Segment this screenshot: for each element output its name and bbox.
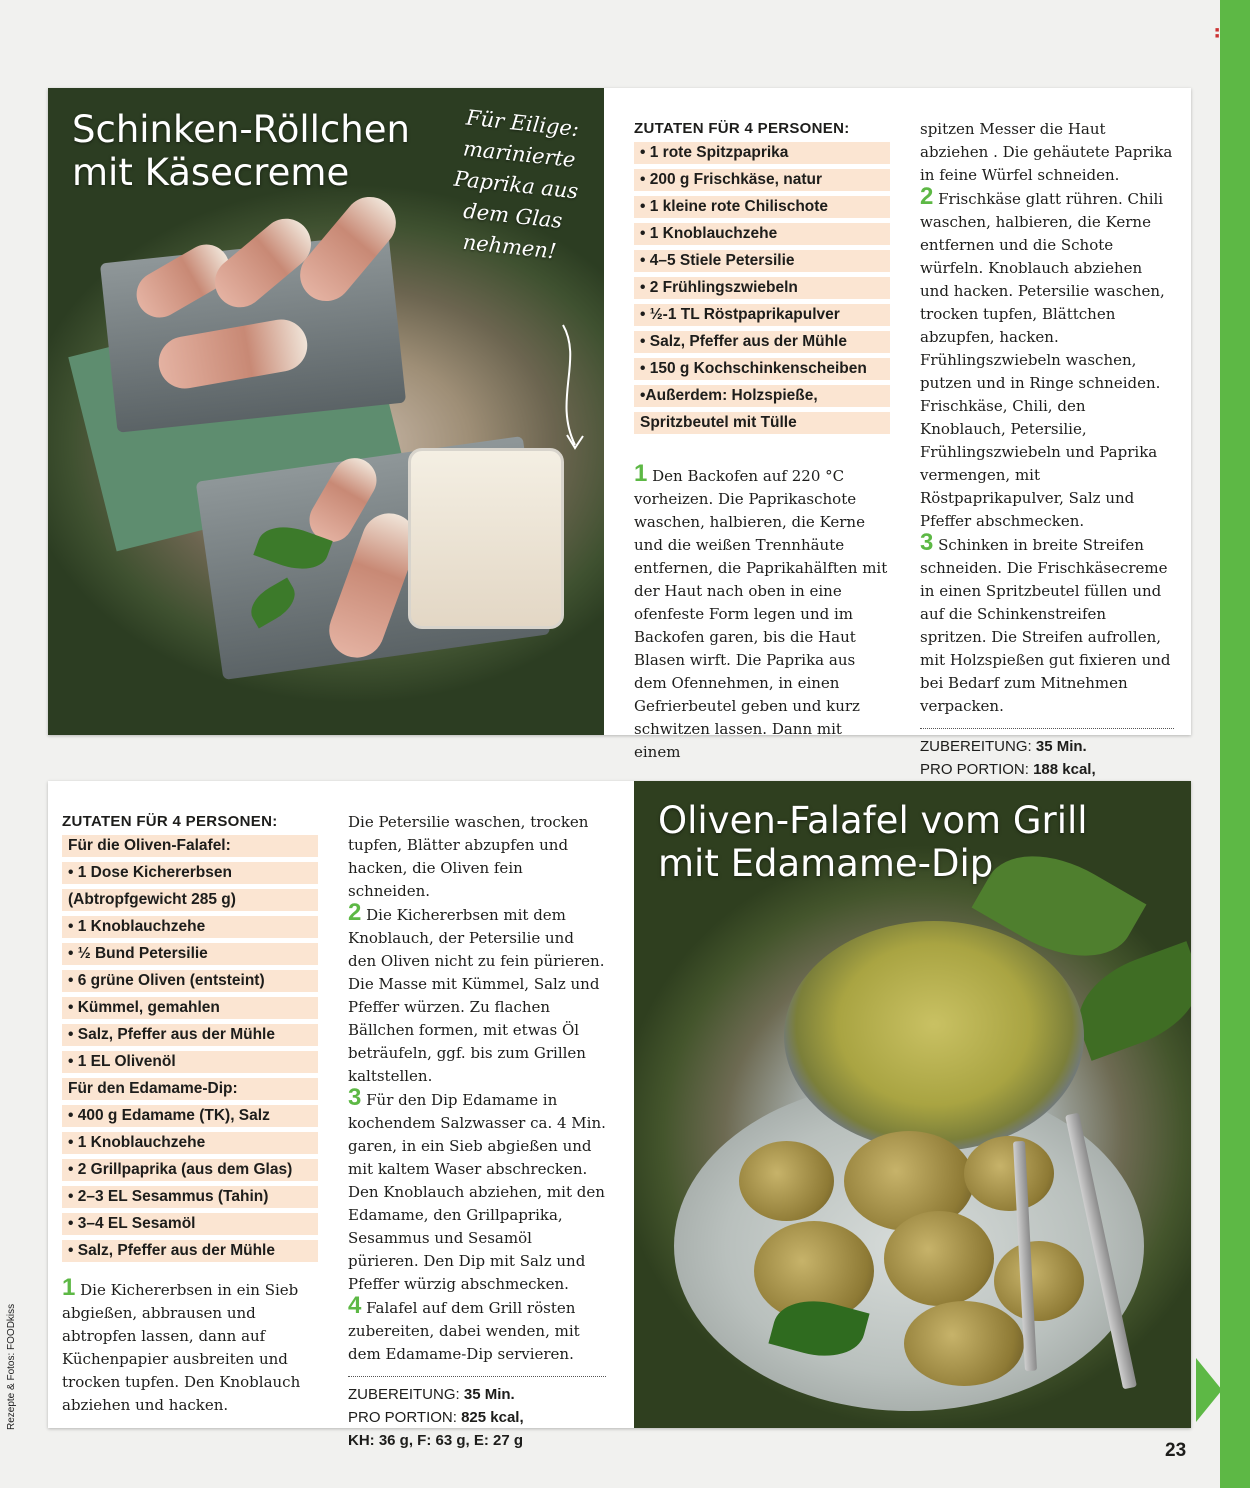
page-edge-bar bbox=[1220, 0, 1250, 1488]
step-1 bbox=[634, 460, 890, 764]
ingredient-item: • Salz, Pfeffer aus der Mühle bbox=[634, 331, 890, 353]
recipe-photo-falafel bbox=[634, 781, 1191, 1428]
ingredient-item: • 2 Frühlingszwiebeln bbox=[634, 277, 890, 299]
ingredient-item: • 1 kleine rote Chilischote bbox=[634, 196, 890, 218]
falafel bbox=[994, 1241, 1084, 1321]
ingredients-column bbox=[634, 120, 890, 764]
ingredient-item: • Kümmel, gemahlen bbox=[62, 997, 318, 1019]
step-1-continued: spitzen Messer die Haut abziehen . Die gehäutete Paprika in feine Würfel schneiden. bbox=[920, 120, 1173, 184]
step-number: 1 bbox=[62, 1274, 76, 1301]
step-4 bbox=[348, 1292, 606, 1366]
ingredient-item: • 4–5 Stiele Petersilie bbox=[634, 250, 890, 272]
ingredient-item: • 1 EL Olivenöl bbox=[62, 1051, 318, 1073]
step-2 bbox=[920, 183, 1174, 533]
ingredient-list bbox=[634, 142, 890, 434]
step-1-continued: Die Petersilie waschen, trocken tupfen, Blätter abzupfen und hacken, die Oliven fein schneiden. bbox=[348, 813, 589, 900]
divider bbox=[348, 1376, 606, 1377]
instructions-column bbox=[920, 118, 1174, 804]
step-number: 4 bbox=[348, 1292, 362, 1319]
ingredient-item: • 2 Grillpaprika (aus dem Glas) bbox=[62, 1159, 318, 1181]
ingredient-item: • 3–4 EL Sesamöl bbox=[62, 1213, 318, 1235]
dip-bowl bbox=[784, 921, 1084, 1151]
ingredient-item: • Salz, Pfeffer aus der Mühle bbox=[62, 1240, 318, 1262]
recipe-title: Oliven-Falafel vom Grill mit Edamame-Dip bbox=[658, 799, 1088, 885]
next-page-arrow-icon[interactable] bbox=[1196, 1358, 1222, 1422]
instructions-column bbox=[348, 811, 606, 1452]
falafel bbox=[739, 1141, 834, 1221]
step-text: Schinken in breite Streifen schneiden. Die Frischkäsecreme in einen Spritzbeutel füllen und auf die Schinkenstreifen spritzen. Die Streifen aufrollen, mit Holzspießen gut fixieren und bei Bedarf zum Mitnehmen verpacken. bbox=[920, 536, 1171, 715]
macros: KH: 36 g, F: 63 g, E: 27 g bbox=[348, 1432, 524, 1449]
ingredient-item: • 6 grüne Oliven (entsteint) bbox=[62, 970, 318, 992]
step-text: Die Kichererbsen in ein Sieb abgießen, abbrausen und abtropfen lassen, dann auf Küchenpapier ausbreiten und trocken tupfen. Den Knoblauch abziehen und hacken. bbox=[62, 1281, 301, 1414]
step-text: Den Backofen auf 220 °C vorheizen. Die Paprikaschote waschen, halbieren, die Kerne und die weißen Trennhäute entfernen, die Paprikahälften mit der Haut nach oben in eine ofenfeste Form legen und im Backofen garen, bis die Haut Blasen wirft. Die Paprika aus dem Ofennehmen, in einen Gefrierbeutel geben und kurz schwitzen lassen. Dann mit einem bbox=[634, 467, 888, 761]
step-number: 2 bbox=[348, 899, 362, 926]
step-2 bbox=[348, 899, 606, 1088]
step-1 bbox=[62, 1274, 318, 1417]
ingredient-item: • ½-1 TL Röstpaprikapulver bbox=[634, 304, 890, 326]
calories: PRO PORTION: 188 kcal, bbox=[920, 761, 1096, 778]
recipe-photo-schinken bbox=[48, 88, 604, 735]
step-3 bbox=[920, 529, 1174, 718]
ingredient-item: • 1 Knoblauchzehe bbox=[62, 1132, 318, 1154]
recipe-title: Schinken-Röllchen mit Käsecreme bbox=[72, 108, 410, 194]
handwritten-tip: Für Eilige: marinierte Paprika aus dem Glas nehmen! bbox=[452, 105, 581, 264]
cream-cheese-jar bbox=[408, 448, 564, 629]
falafel bbox=[964, 1136, 1054, 1211]
step-number: 2 bbox=[920, 183, 934, 210]
ingredient-item: • 1 Dose Kichererbsen bbox=[62, 862, 318, 884]
step-3 bbox=[348, 1084, 606, 1296]
falafel bbox=[904, 1301, 1024, 1386]
ingredient-item: Spritzbeutel mit Tülle bbox=[634, 412, 890, 434]
recipe-card-falafel bbox=[48, 781, 1191, 1449]
recipe-card-schinken bbox=[48, 88, 1191, 778]
hand-drawn-arrow-icon bbox=[553, 320, 593, 460]
calories: PRO PORTION: 825 kcal, bbox=[348, 1409, 524, 1426]
prep-time: ZUBEREITUNG: 35 Min. bbox=[920, 738, 1087, 755]
ingredient-item: •Außerdem: Holzspieße, bbox=[634, 385, 890, 407]
ingredient-item: • 1 rote Spitzpaprika bbox=[634, 142, 890, 164]
ingredient-item: (Abtropfgewicht 285 g) bbox=[62, 889, 318, 911]
ingredient-item: • 2–3 EL Sesammus (Tahin) bbox=[62, 1186, 318, 1208]
ingredients-heading: ZUTATEN FÜR 4 PERSONEN: bbox=[634, 120, 850, 137]
ingredient-subheading: Für die Oliven-Falafel: bbox=[62, 835, 318, 857]
ingredient-item: • ½ Bund Petersilie bbox=[62, 943, 318, 965]
step-text: Frischkäse glatt rühren. Chili waschen, halbieren, die Kerne entfernen und die Schote würfeln. Knoblauch abziehen und hacken. Petersilie waschen, trocken tupfen, Blättchen abzupfen, hacken. Frühlingszwiebeln waschen, putzen und in Ringe schneiden. Frischkäse, Chili, den Knoblauch, Petersilie, Frühlingszwiebeln und Paprika vermengen, mit Röstpaprikapulver, Salz und Pfeffer abschmecken. bbox=[920, 190, 1165, 530]
step-number: 3 bbox=[920, 529, 934, 556]
prep-time: ZUBEREITUNG: 35 Min. bbox=[348, 1386, 515, 1403]
ingredient-item: • 1 Knoblauchzehe bbox=[62, 916, 318, 938]
divider bbox=[920, 728, 1174, 729]
step-text: Die Kichererbsen mit dem Knoblauch, der Petersilie und den Oliven nicht zu fein pürieren. Die Masse mit Kümmel, Salz und Pfeffer würzen. Zu flachen Bällchen formen, mit etwas Öl beträufeln, ggf. bis zum Grillen kaltstellen. bbox=[348, 906, 605, 1085]
ingredients-column bbox=[62, 813, 318, 1417]
step-text: Falafel auf dem Grill rösten zubereiten, dabei wenden, mit dem Edamame-Dip servieren. bbox=[348, 1299, 580, 1363]
corner-marker-icon: ■ ■ bbox=[1215, 27, 1220, 40]
ingredients-heading: ZUTATEN FÜR 4 PERSONEN: bbox=[62, 813, 278, 830]
falafel bbox=[884, 1211, 994, 1306]
ingredient-item: • 400 g Edamame (TK), Salz bbox=[62, 1105, 318, 1127]
ingredient-item: • 150 g Kochschinkenscheiben bbox=[634, 358, 890, 380]
page-number: 23 bbox=[1165, 1440, 1187, 1461]
ingredient-item: • 200 g Frischkäse, natur bbox=[634, 169, 890, 191]
ingredient-item: • Salz, Pfeffer aus der Mühle bbox=[62, 1024, 318, 1046]
ingredient-list bbox=[62, 835, 318, 1262]
ingredient-item: • 1 Knoblauchzehe bbox=[634, 223, 890, 245]
step-text: Für den Dip Edamame in kochendem Salzwasser ca. 4 Min. garen, in ein Sieb abgießen und mit kaltem Waser abschrecken. Den Knoblauch abziehen, mit den Edamame, den Grillpaprika, Sesammus und Sesamöl pürieren. Den Dip mit Salz und Pfeffer würzig abschmecken. bbox=[348, 1091, 606, 1293]
step-number: 1 bbox=[634, 460, 648, 487]
photo-credit: Rezepte & Fotos: FOODkiss bbox=[6, 1303, 17, 1430]
ingredient-subheading: Für den Edamame-Dip: bbox=[62, 1078, 318, 1100]
step-number: 3 bbox=[348, 1084, 362, 1111]
